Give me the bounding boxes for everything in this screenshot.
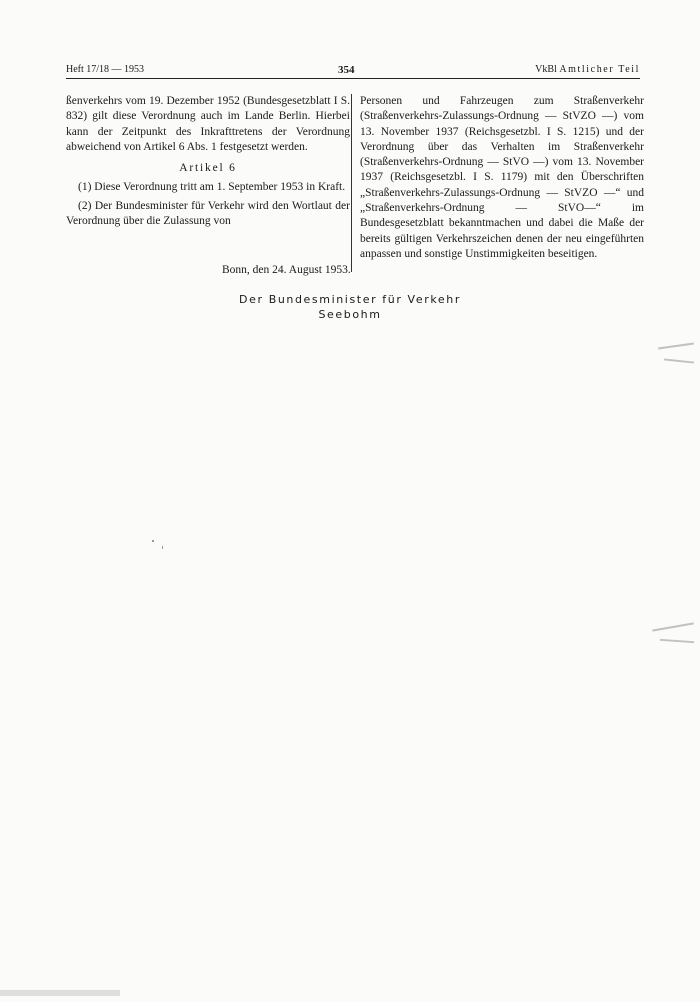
scan-edge-mark bbox=[658, 343, 694, 350]
section-title: Amtlicher Teil bbox=[559, 64, 640, 75]
signature-block bbox=[180, 292, 520, 322]
left-column bbox=[66, 94, 350, 229]
page-header bbox=[66, 63, 640, 77]
page-number: 354 bbox=[338, 64, 355, 76]
signatory-title: Der Bundesminister für Verkehr bbox=[239, 293, 461, 306]
scan-edge-mark bbox=[664, 358, 694, 363]
article-heading: Artikel 6 bbox=[179, 162, 237, 175]
right-column bbox=[360, 94, 644, 262]
scan-edge-mark bbox=[0, 990, 120, 996]
scan-edge-mark bbox=[660, 639, 694, 643]
section-prefix: VkBl bbox=[535, 64, 557, 75]
section-label bbox=[535, 63, 640, 77]
column-divider bbox=[351, 94, 352, 272]
paragraph-continuation: ßenverkehrs vom 19. Dezember 1952 (Bundesgesetzblatt I S. 832) gilt diese Verordnung auch im Lande Berlin. Hierbei kann der Zeitpunkt des Inkrafttretens der Verordnung abweichend von Artikel 6 Abs. 1 festgesetzt werden. bbox=[66, 95, 350, 153]
paragraph-article-6-2: (2) Der Bundesminister für Verkehr wird den Wortlaut der Verordnung über die Zulassung von bbox=[66, 199, 350, 228]
scan-edge-mark bbox=[652, 622, 694, 631]
paragraph-continued: Personen und Fahrzeugen zum Straßenverkehr (Straßenverkehrs-Zulassungs-Ordnung — StVZO —) vom 13. November 1937 (Reichsgesetzbl. I S. 1215) und der Verordnung über das Verhalten im Straßenverkehr (Straßenverkehrs-Ordnung — StVO —) vom 13. November 1937 (Reichsgesetzbl. I S. 1179) mit den Überschriften „Straßenverkehrs-Zulassungs-Ordnung — StVZO —“ und „Straßenverkehrs-Ordnung — StVO—“ im Bundesgesetzblatt bekanntmachen und dabei die Maße der bereits gültigen Verkehrszeichen denen der neu eingeführten anpassen und sonstige Unstimmigkeiten beseitigen. bbox=[360, 95, 644, 260]
signatory-name: Seebohm bbox=[318, 308, 382, 321]
scan-speck bbox=[152, 540, 154, 542]
place-date: Bonn, den 24. August 1953. bbox=[222, 264, 351, 276]
paragraph-article-6-1: (1) Diese Verordnung tritt am 1. September 1953 in Kraft. bbox=[78, 181, 346, 194]
scan-speck bbox=[162, 546, 163, 549]
issue-label: Heft 17/18 — 1953 bbox=[66, 64, 145, 75]
header-rule bbox=[66, 78, 640, 79]
